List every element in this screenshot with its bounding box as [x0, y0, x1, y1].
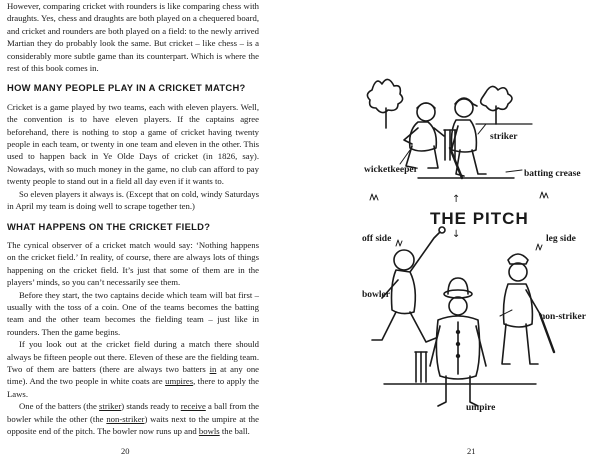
bowler-figure [372, 227, 445, 342]
para5-text-b: at any one time). And the two people in white coats are [7, 363, 260, 387]
non-striker-figure [502, 254, 554, 364]
arrow-down: ↓ [452, 229, 461, 240]
striker-paragraph [7, 400, 259, 437]
right-page [300, 0, 600, 462]
cynical-paragraph: The cynical observer of a cricket match would say: ‘Nothing happens on the cricket field.’ In reality, of course, there are always lots of things happening on the cricket field. It’s just that some of them are in the players’ minds, so you can’t necessarily see them. [7, 239, 259, 288]
striker-figure [450, 98, 486, 178]
players-paragraph: Cricket is a game played by two teams, each with eleven players. Well, the convention is to have eleven players. If the captains agree beforehand, there is nothing to stop a game of cricket having twenty people in each team, or twenty in one team and eleven in the other. This used to happen back in Ye Olde Days of cricket (in 1826, say). Nowadays, with so much money in the game, no club can afford to pay twenty people to stand out in a field all day even if it wants to. [7, 101, 259, 187]
label-bowler: bowler [362, 290, 390, 300]
page-number-left: 20 [121, 446, 130, 456]
intro-paragraph: However, comparing cricket with rounders is like comparing chess with draughts. Yes, chess and draughts are both played on a chequered board, and cricket and rounders are both played on a field: to the newly arrived Martian they do probably look the same. But cricket – like chess – is a considerably more subtle game than its counterpart. Which is where the rest of this book comes in. [7, 1, 259, 74]
non-striker-term: non-striker [106, 413, 145, 424]
arrow-up: ↑ [452, 194, 461, 205]
wicketkeeper-figure [404, 103, 444, 168]
para6-text-c: a ball from the bowler while the other (the [7, 401, 260, 424]
bowls-term: bowls [198, 426, 220, 436]
label-umpire: umpire [466, 403, 496, 413]
section-heading-players: HOW MANY PEOPLE PLAY IN A CRICKET MATCH? [7, 82, 246, 94]
striker-term: striker [99, 401, 122, 412]
label-wicketkeeper: wicketkeeper [364, 165, 418, 175]
umpire-figure [430, 278, 486, 406]
para5-text-c: , there to apply the Laws. [7, 376, 259, 399]
label-striker: striker [490, 132, 518, 142]
para6-text-a: One of the batters (the [19, 401, 97, 412]
captains-paragraph: Before they start, the two captains decide which team will bat first – usually with the toss of a coin. One of the teams becomes the batting team and the other team becomes the fielding team – just like in rounders. Then the game begins. [7, 289, 259, 337]
page-number-right: 21 [467, 446, 476, 456]
para5-text-a: If you look out at the cricket field during a match there should always be fifteen people out there. Eleven of these are the fielding team. Two of them are batters (there are always two batters [7, 339, 259, 374]
para6-text-e: the ball. [221, 426, 250, 436]
section-heading-field: WHAT HAPPENS ON THE CRICKET FIELD? [7, 220, 211, 232]
left-text-column [7, 0, 259, 437]
umpires-term: umpires [165, 376, 194, 387]
bowler-end-stumps [415, 352, 427, 382]
para6-text-d: ) waits next to the umpire at the opposite end of the pitch. The bowler now runs up and [7, 413, 259, 436]
pitch-title: THE PITCH [430, 209, 529, 228]
para6-text-b: ) stands ready to [121, 401, 179, 412]
label-off-side: off side [362, 234, 392, 244]
label-batting-crease: batting crease [524, 169, 581, 179]
label-leg-side: leg side [546, 234, 576, 244]
fifteen-people-paragraph [7, 338, 259, 400]
label-non-striker: non-striker [540, 312, 586, 322]
cricket-pitch-illustration [300, 0, 600, 440]
eleven-players-paragraph: So eleven players it always is. (Except that on cold, windy Saturdays in April my team is doing well to scrape together ten.) [7, 188, 259, 212]
background-trees [367, 79, 532, 128]
in-term: in [209, 363, 217, 374]
receive-term: receive [180, 401, 206, 412]
